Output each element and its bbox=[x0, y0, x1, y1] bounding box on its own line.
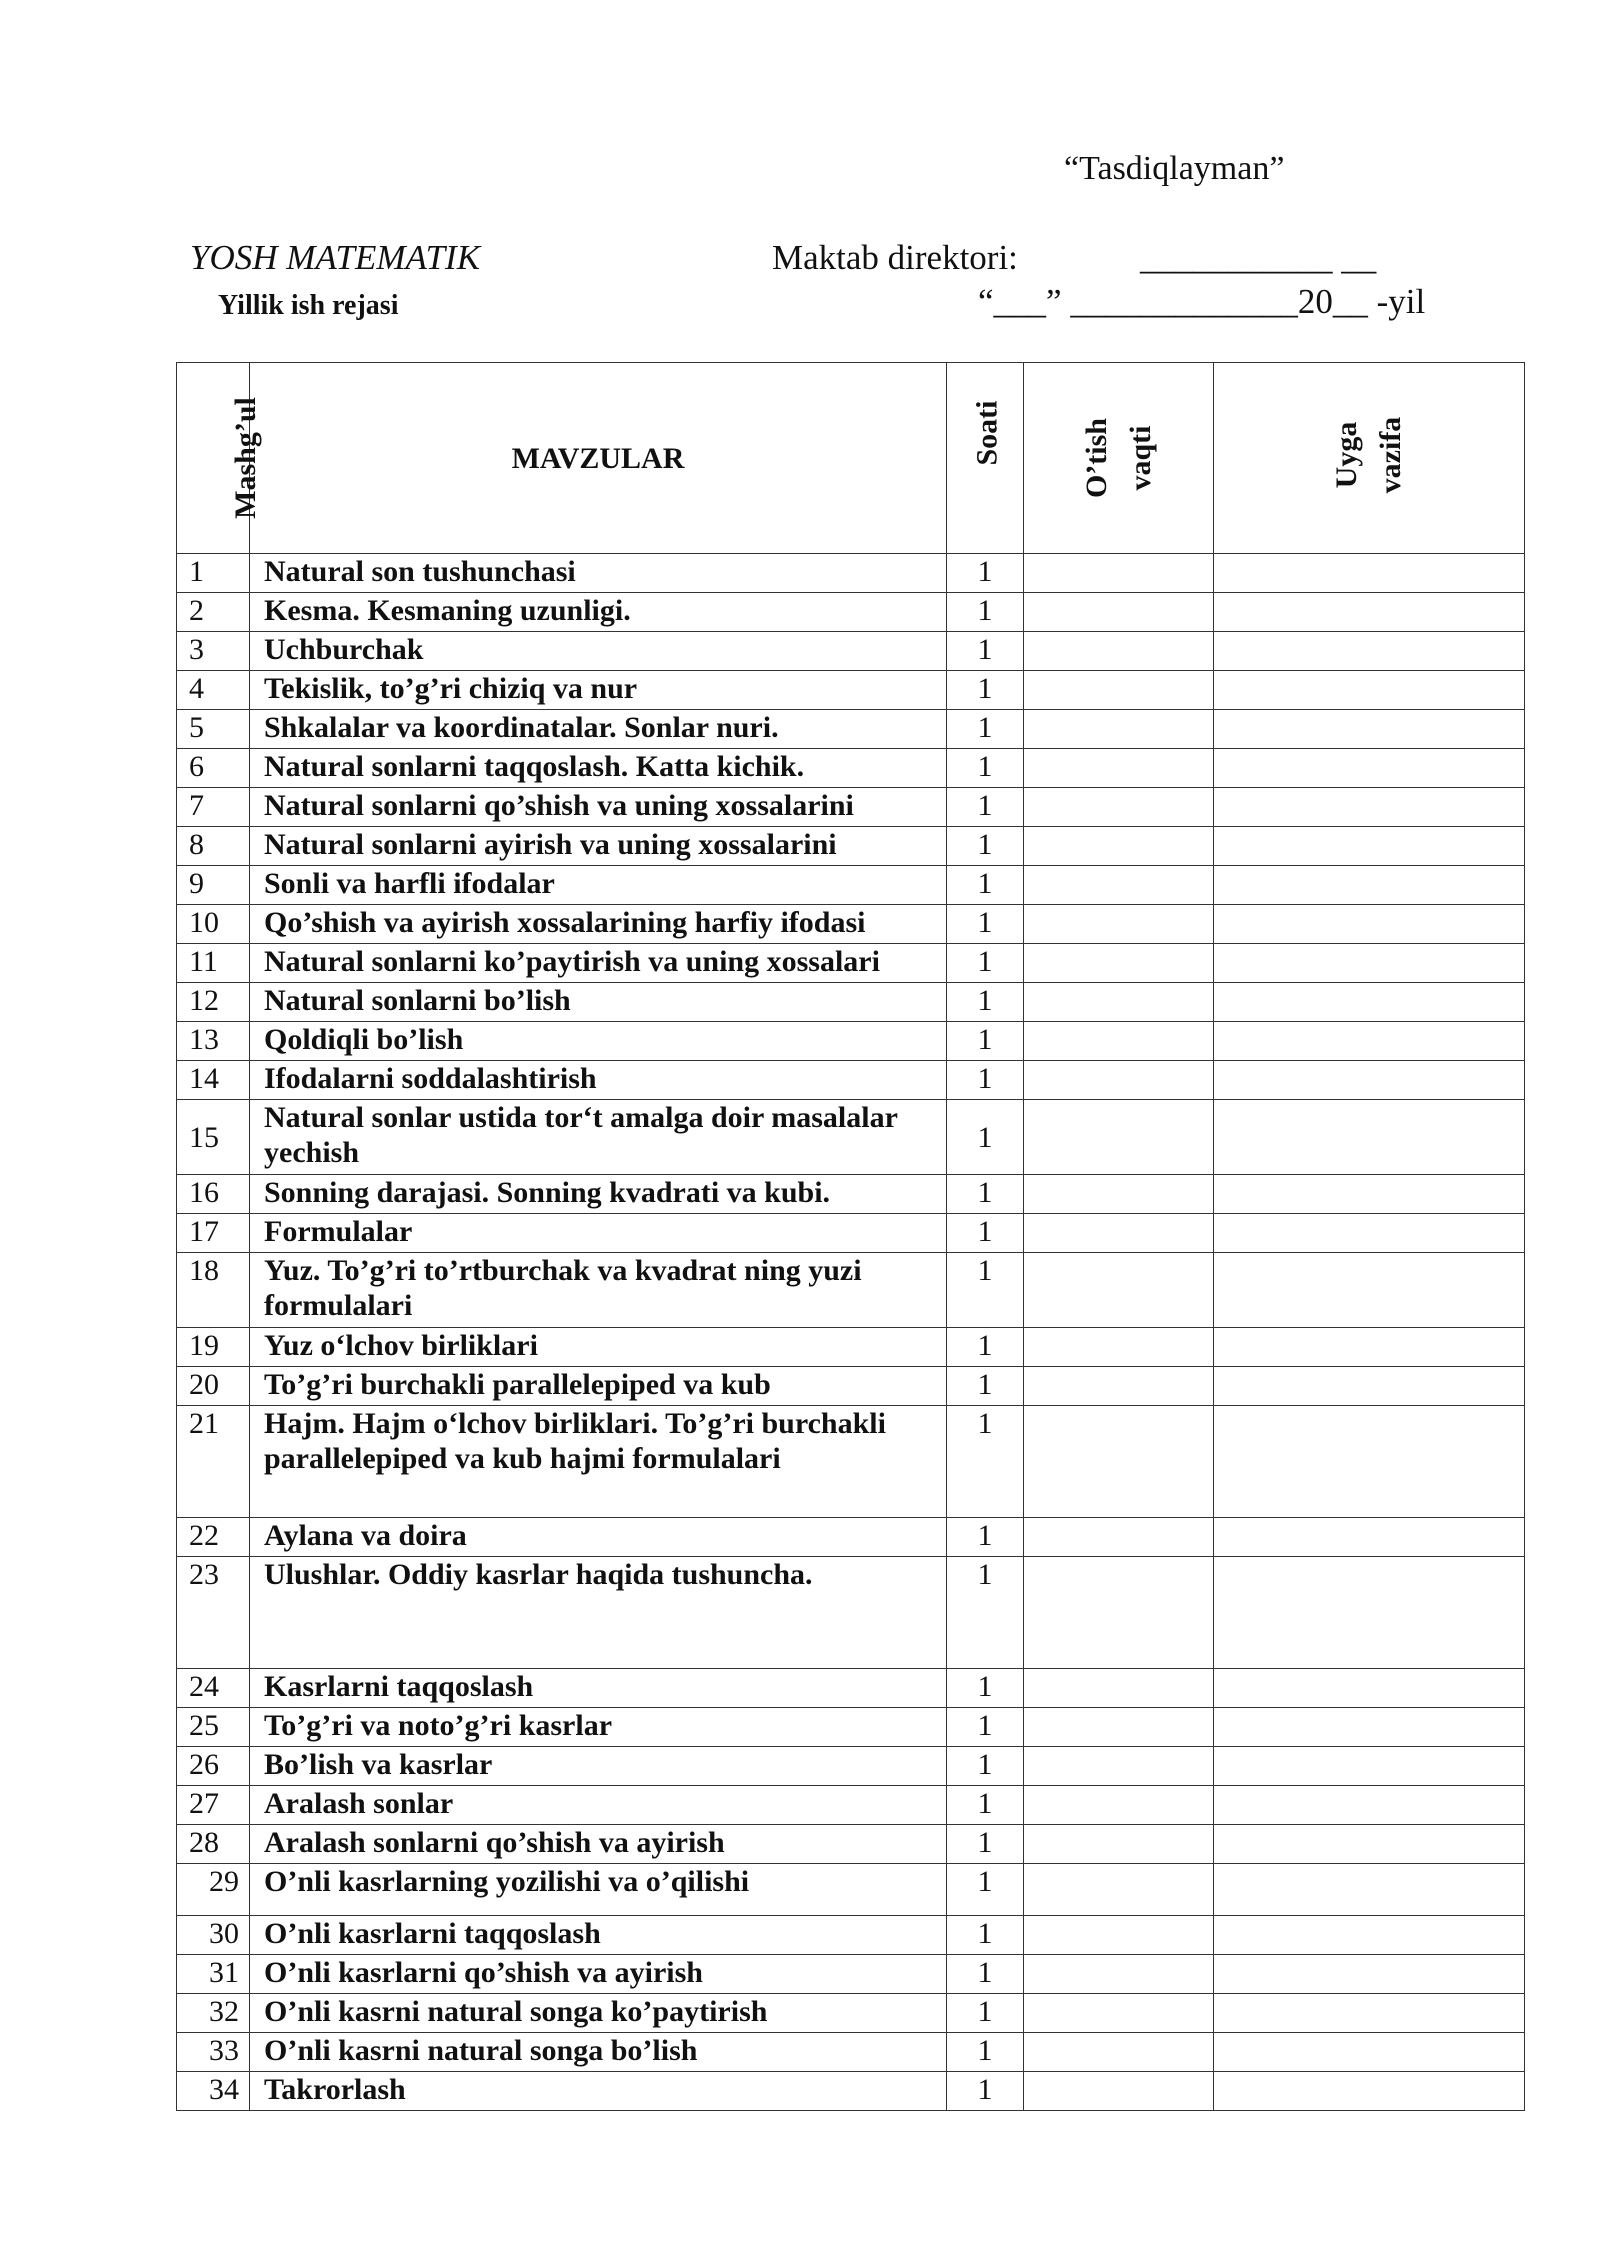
lesson-topic: Natural sonlarni ko’paytirish va uning xossalari bbox=[250, 944, 947, 983]
lesson-topic: Sonli va harfli ifodalar bbox=[250, 866, 947, 905]
lesson-topic: O’nli kasrlarni qo’shish va ayirish bbox=[250, 1955, 947, 1994]
col-header-date: O’tish vaqti bbox=[1024, 363, 1214, 554]
lesson-date-cell bbox=[1024, 710, 1214, 749]
lesson-homework-cell bbox=[1214, 944, 1525, 983]
lesson-homework-cell bbox=[1214, 905, 1525, 944]
table-row bbox=[177, 1747, 1525, 1786]
lesson-date-cell bbox=[1024, 1747, 1214, 1786]
table-row bbox=[177, 905, 1525, 944]
lesson-number: 1 bbox=[177, 554, 250, 593]
lesson-date-cell bbox=[1024, 866, 1214, 905]
lesson-topic: Qoldiqli bo’lish bbox=[250, 1022, 947, 1061]
lesson-hours: 1 bbox=[947, 1708, 1024, 1747]
table-row bbox=[177, 2072, 1525, 2111]
lesson-hours: 1 bbox=[947, 1994, 1024, 2033]
lesson-number: 30 bbox=[177, 1916, 250, 1955]
lesson-topic: Shkalalar va koordinatalar. Sonlar nuri. bbox=[250, 710, 947, 749]
lesson-homework-cell bbox=[1214, 632, 1525, 671]
lesson-number: 3 bbox=[177, 632, 250, 671]
lesson-hours: 1 bbox=[947, 1669, 1024, 1708]
lesson-hours: 1 bbox=[947, 1518, 1024, 1557]
lesson-topic: Qo’shish va ayirish xossalarining harfiy ifodasi bbox=[250, 905, 947, 944]
lesson-number: 14 bbox=[177, 1061, 250, 1100]
lesson-topic: Yuz. To’g’ri to’rtburchak va kvadrat ning yuzi formulalari bbox=[250, 1253, 947, 1328]
col-header-lesson: Mashg’ul bbox=[177, 363, 250, 554]
lesson-topic: Tekislik, to’g’ri chiziq va nur bbox=[250, 671, 947, 710]
table-row bbox=[177, 632, 1525, 671]
table-row bbox=[177, 1955, 1525, 1994]
lesson-hours: 1 bbox=[947, 1747, 1024, 1786]
table-row bbox=[177, 554, 1525, 593]
lesson-date-cell bbox=[1024, 1825, 1214, 1864]
lesson-hours: 1 bbox=[947, 788, 1024, 827]
lesson-hours: 1 bbox=[947, 1955, 1024, 1994]
lesson-topic: Natural sonlar ustida tor‘t amalga doir masalalar yechish bbox=[250, 1100, 947, 1175]
table-row bbox=[177, 710, 1525, 749]
lesson-number: 15 bbox=[177, 1100, 250, 1175]
col-header-hours: Soati bbox=[947, 363, 1024, 554]
lesson-topic: O’nli kasrlarning yozilishi va o’qilishi bbox=[250, 1864, 947, 1916]
lesson-date-cell bbox=[1024, 1994, 1214, 2033]
lesson-date-cell bbox=[1024, 1786, 1214, 1825]
table-row bbox=[177, 1825, 1525, 1864]
table-row bbox=[177, 1916, 1525, 1955]
lesson-number: 9 bbox=[177, 866, 250, 905]
lesson-homework-cell bbox=[1214, 1214, 1525, 1253]
lesson-date-cell bbox=[1024, 1328, 1214, 1367]
lesson-homework-cell bbox=[1214, 1518, 1525, 1557]
lesson-homework-cell bbox=[1214, 2033, 1525, 2072]
lesson-date-cell bbox=[1024, 671, 1214, 710]
lesson-homework-cell bbox=[1214, 1175, 1525, 1214]
lesson-hours: 1 bbox=[947, 2033, 1024, 2072]
table-row bbox=[177, 1328, 1525, 1367]
lesson-hours: 1 bbox=[947, 632, 1024, 671]
lesson-topic: Hajm. Hajm o‘lchov birliklari. To’g’ri burchakli parallelepiped va kub hajmi formulalari bbox=[250, 1406, 947, 1518]
table-row bbox=[177, 1708, 1525, 1747]
lesson-number: 10 bbox=[177, 905, 250, 944]
lesson-topic: Aylana va doira bbox=[250, 1518, 947, 1557]
lesson-homework-cell bbox=[1214, 671, 1525, 710]
table-row bbox=[177, 1557, 1525, 1669]
lesson-number: 31 bbox=[177, 1955, 250, 1994]
table-row bbox=[177, 983, 1525, 1022]
lesson-topic: Ulushlar. Oddiy kasrlar haqida tushuncha. bbox=[250, 1557, 947, 1669]
lesson-homework-cell bbox=[1214, 788, 1525, 827]
table-row bbox=[177, 593, 1525, 632]
col-header-topics: MAVZULAR bbox=[250, 363, 947, 554]
lesson-number: 2 bbox=[177, 593, 250, 632]
lesson-date-cell bbox=[1024, 1214, 1214, 1253]
table-row bbox=[177, 1367, 1525, 1406]
lesson-number: 19 bbox=[177, 1328, 250, 1367]
lesson-homework-cell bbox=[1214, 866, 1525, 905]
lesson-homework-cell bbox=[1214, 2072, 1525, 2111]
lesson-homework-cell bbox=[1214, 1994, 1525, 2033]
table-row bbox=[177, 2033, 1525, 2072]
lesson-date-cell bbox=[1024, 788, 1214, 827]
lesson-hours: 1 bbox=[947, 1557, 1024, 1669]
lesson-number: 20 bbox=[177, 1367, 250, 1406]
table-row bbox=[177, 1406, 1525, 1518]
col-header-homework: Uyga vazifa bbox=[1214, 363, 1525, 554]
lesson-date-cell bbox=[1024, 632, 1214, 671]
lesson-homework-cell bbox=[1214, 1955, 1525, 1994]
lesson-date-cell bbox=[1024, 1708, 1214, 1747]
approval-date-line: “___” _____________20__ -yil bbox=[978, 282, 1426, 321]
lesson-topic: Ifodalarni soddalashtirish bbox=[250, 1061, 947, 1100]
lesson-date-cell bbox=[1024, 749, 1214, 788]
lesson-homework-cell bbox=[1214, 983, 1525, 1022]
lesson-topic: To’g’ri burchakli parallelepiped va kub bbox=[250, 1367, 947, 1406]
lesson-number: 12 bbox=[177, 983, 250, 1022]
lesson-topic: To’g’ri va noto’g’ri kasrlar bbox=[250, 1708, 947, 1747]
lesson-date-cell bbox=[1024, 905, 1214, 944]
table-row bbox=[177, 1669, 1525, 1708]
lesson-date-cell bbox=[1024, 1406, 1214, 1518]
lesson-number: 7 bbox=[177, 788, 250, 827]
lesson-number: 6 bbox=[177, 749, 250, 788]
table-row bbox=[177, 827, 1525, 866]
lesson-homework-cell bbox=[1214, 1367, 1525, 1406]
table-row bbox=[177, 749, 1525, 788]
table-row bbox=[177, 1864, 1525, 1916]
lesson-date-cell bbox=[1024, 1022, 1214, 1061]
table-row bbox=[177, 1518, 1525, 1557]
program-title: YOSH MATEMATIK bbox=[190, 238, 481, 277]
lesson-date-cell bbox=[1024, 1955, 1214, 1994]
table-row bbox=[177, 1786, 1525, 1825]
lesson-homework-cell bbox=[1214, 1557, 1525, 1669]
lesson-hours: 1 bbox=[947, 1916, 1024, 1955]
lesson-homework-cell bbox=[1214, 1061, 1525, 1100]
lesson-date-cell bbox=[1024, 1061, 1214, 1100]
table-row bbox=[177, 1022, 1525, 1061]
lesson-date-cell bbox=[1024, 593, 1214, 632]
lesson-number: 27 bbox=[177, 1786, 250, 1825]
lesson-hours: 1 bbox=[947, 749, 1024, 788]
lesson-date-cell bbox=[1024, 1367, 1214, 1406]
lesson-number: 8 bbox=[177, 827, 250, 866]
approval-stamp-text: “Tasdiqlayman” bbox=[1064, 150, 1285, 187]
lesson-homework-cell bbox=[1214, 1825, 1525, 1864]
lesson-hours: 1 bbox=[947, 905, 1024, 944]
lesson-number: 17 bbox=[177, 1214, 250, 1253]
lesson-homework-cell bbox=[1214, 1406, 1525, 1518]
lesson-topic: Bo’lish va kasrlar bbox=[250, 1747, 947, 1786]
lesson-date-cell bbox=[1024, 1253, 1214, 1328]
lesson-number: 23 bbox=[177, 1557, 250, 1669]
lesson-hours: 1 bbox=[947, 1864, 1024, 1916]
lesson-topic: Kesma. Kesmaning uzunligi. bbox=[250, 593, 947, 632]
lesson-hours: 1 bbox=[947, 1214, 1024, 1253]
lesson-number: 13 bbox=[177, 1022, 250, 1061]
lesson-homework-cell bbox=[1214, 1747, 1525, 1786]
lesson-number: 21 bbox=[177, 1406, 250, 1518]
lesson-homework-cell bbox=[1214, 1022, 1525, 1061]
lesson-number: 24 bbox=[177, 1669, 250, 1708]
lesson-topic: O’nli kasrni natural songa ko’paytirish bbox=[250, 1994, 947, 2033]
table-row bbox=[177, 788, 1525, 827]
lesson-number: 5 bbox=[177, 710, 250, 749]
lesson-number: 33 bbox=[177, 2033, 250, 2072]
table-row bbox=[177, 1214, 1525, 1253]
lesson-hours: 1 bbox=[947, 866, 1024, 905]
table-row bbox=[177, 1253, 1525, 1328]
lesson-date-cell bbox=[1024, 1864, 1214, 1916]
table-row bbox=[177, 1100, 1525, 1175]
table-row bbox=[177, 1994, 1525, 2033]
lesson-plan-table bbox=[176, 362, 1525, 2111]
lesson-topic: Sonning darajasi. Sonning kvadrati va kubi. bbox=[250, 1175, 947, 1214]
lesson-topic: O’nli kasrlarni taqqoslash bbox=[250, 1916, 947, 1955]
lesson-homework-cell bbox=[1214, 827, 1525, 866]
lesson-homework-cell bbox=[1214, 1786, 1525, 1825]
lesson-hours: 1 bbox=[947, 1786, 1024, 1825]
lesson-date-cell bbox=[1024, 983, 1214, 1022]
lesson-hours: 1 bbox=[947, 983, 1024, 1022]
lesson-date-cell bbox=[1024, 554, 1214, 593]
lesson-date-cell bbox=[1024, 1669, 1214, 1708]
lesson-hours: 1 bbox=[947, 1328, 1024, 1367]
lesson-topic: Aralash sonlarni qo’shish va ayirish bbox=[250, 1825, 947, 1864]
lesson-number: 32 bbox=[177, 1994, 250, 2033]
lesson-topic: Natural sonlarni qo’shish va uning xossalarini bbox=[250, 788, 947, 827]
table-row bbox=[177, 1061, 1525, 1100]
lesson-homework-cell bbox=[1214, 1864, 1525, 1916]
lesson-hours: 1 bbox=[947, 827, 1024, 866]
lesson-topic: Natural sonlarni bo’lish bbox=[250, 983, 947, 1022]
lesson-hours: 1 bbox=[947, 2072, 1024, 2111]
lesson-date-cell bbox=[1024, 1100, 1214, 1175]
lesson-date-cell bbox=[1024, 2072, 1214, 2111]
table-header-row bbox=[177, 363, 1525, 554]
lesson-number: 34 bbox=[177, 2072, 250, 2111]
document-subtitle: Yillik ish rejasi bbox=[218, 290, 399, 321]
table-row bbox=[177, 866, 1525, 905]
lesson-hours: 1 bbox=[947, 710, 1024, 749]
table-row bbox=[177, 944, 1525, 983]
lesson-hours: 1 bbox=[947, 593, 1024, 632]
lesson-number: 11 bbox=[177, 944, 250, 983]
lesson-hours: 1 bbox=[947, 1061, 1024, 1100]
lesson-homework-cell bbox=[1214, 749, 1525, 788]
lesson-hours: 1 bbox=[947, 1253, 1024, 1328]
lesson-homework-cell bbox=[1214, 1669, 1525, 1708]
lesson-homework-cell bbox=[1214, 1253, 1525, 1328]
lesson-number: 4 bbox=[177, 671, 250, 710]
lesson-hours: 1 bbox=[947, 1406, 1024, 1518]
lesson-date-cell bbox=[1024, 1518, 1214, 1557]
lesson-hours: 1 bbox=[947, 1825, 1024, 1864]
lesson-topic: Formulalar bbox=[250, 1214, 947, 1253]
lesson-topic: Kasrlarni taqqoslash bbox=[250, 1669, 947, 1708]
lesson-hours: 1 bbox=[947, 1367, 1024, 1406]
lesson-date-cell bbox=[1024, 2033, 1214, 2072]
lesson-homework-cell bbox=[1214, 593, 1525, 632]
lesson-hours: 1 bbox=[947, 1175, 1024, 1214]
lesson-homework-cell bbox=[1214, 1328, 1525, 1367]
lesson-topic: Natural sonlarni taqqoslash. Katta kichik. bbox=[250, 749, 947, 788]
lesson-homework-cell bbox=[1214, 710, 1525, 749]
lesson-date-cell bbox=[1024, 1916, 1214, 1955]
lesson-number: 22 bbox=[177, 1518, 250, 1557]
lesson-hours: 1 bbox=[947, 944, 1024, 983]
lesson-topic: Natural sonlarni ayirish va uning xossalarini bbox=[250, 827, 947, 866]
lesson-homework-cell bbox=[1214, 1916, 1525, 1955]
lesson-topic: Takrorlash bbox=[250, 2072, 947, 2111]
lesson-number: 26 bbox=[177, 1747, 250, 1786]
lesson-homework-cell bbox=[1214, 1100, 1525, 1175]
lesson-date-cell bbox=[1024, 1557, 1214, 1669]
lesson-number: 25 bbox=[177, 1708, 250, 1747]
lesson-topic: Aralash sonlar bbox=[250, 1786, 947, 1825]
lesson-hours: 1 bbox=[947, 1022, 1024, 1061]
lesson-topic: Yuz o‘lchov birliklari bbox=[250, 1328, 947, 1367]
lesson-topic: Uchburchak bbox=[250, 632, 947, 671]
lesson-hours: 1 bbox=[947, 554, 1024, 593]
lesson-homework-cell bbox=[1214, 554, 1525, 593]
lesson-topic: Natural son tushunchasi bbox=[250, 554, 947, 593]
lesson-number: 29 bbox=[177, 1864, 250, 1916]
lesson-date-cell bbox=[1024, 944, 1214, 983]
lesson-homework-cell bbox=[1214, 1708, 1525, 1747]
lesson-date-cell bbox=[1024, 827, 1214, 866]
lesson-number: 18 bbox=[177, 1253, 250, 1328]
lesson-number: 16 bbox=[177, 1175, 250, 1214]
table-row bbox=[177, 671, 1525, 710]
lesson-date-cell bbox=[1024, 1175, 1214, 1214]
director-label: Maktab direktori: bbox=[772, 238, 1018, 277]
table-row bbox=[177, 1175, 1525, 1214]
lesson-number: 28 bbox=[177, 1825, 250, 1864]
lesson-hours: 1 bbox=[947, 671, 1024, 710]
director-signature-line: ___________ __ bbox=[1140, 238, 1377, 277]
lesson-hours: 1 bbox=[947, 1100, 1024, 1175]
lesson-topic: O’nli kasrni natural songa bo’lish bbox=[250, 2033, 947, 2072]
